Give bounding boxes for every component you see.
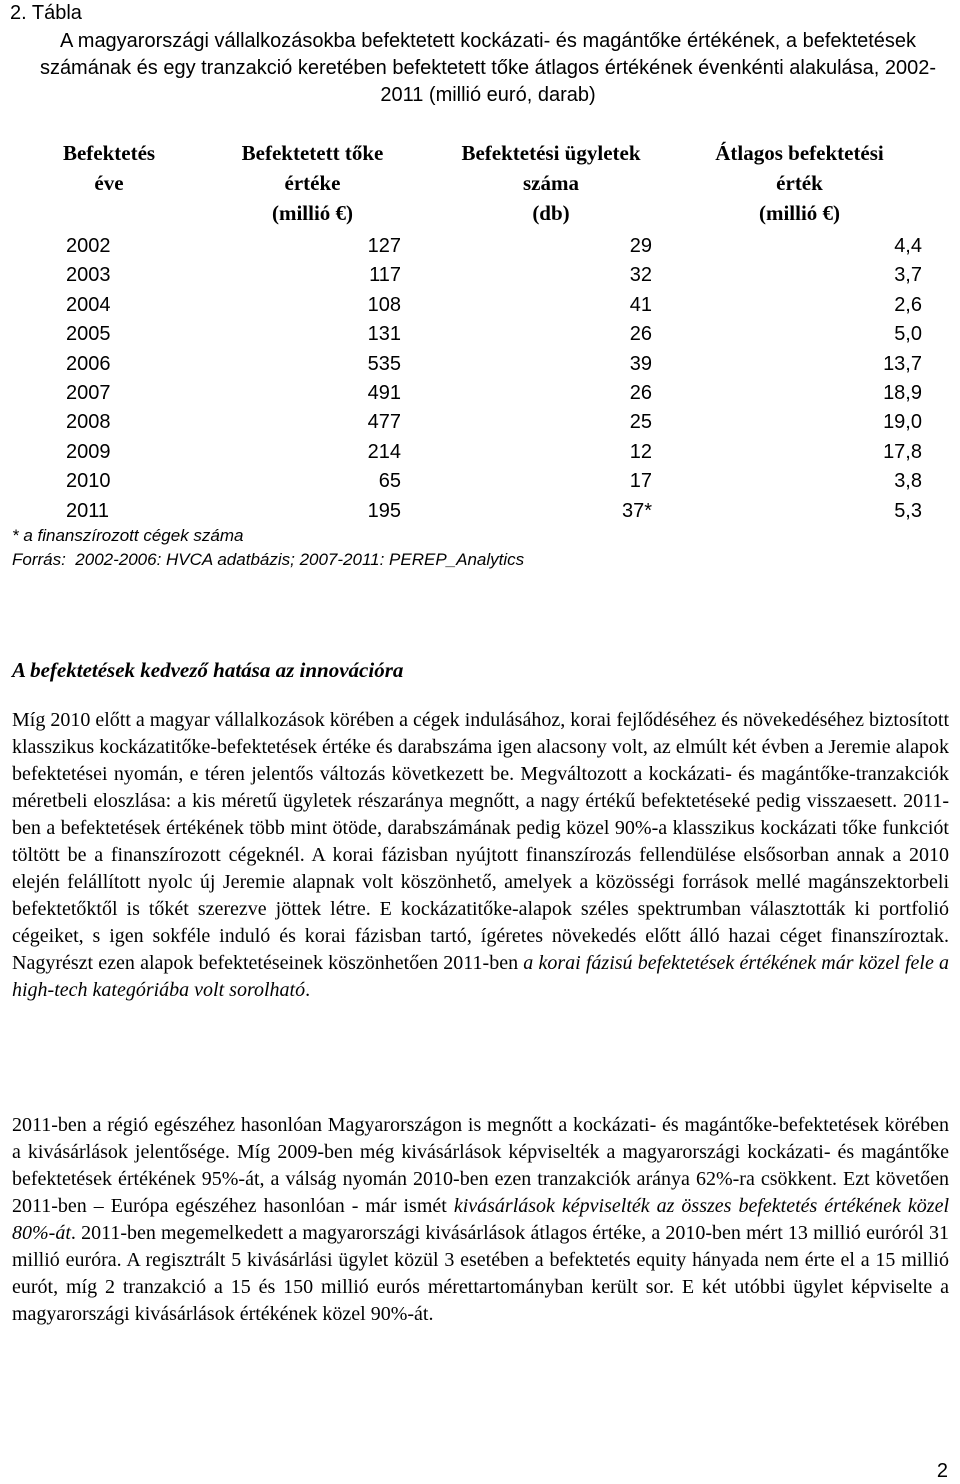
header-capital: Befektetett tőke értéke (millió €) [241, 141, 384, 225]
header-average: Átlagos befektetési érték (millió €) [715, 141, 884, 225]
table-footnote: * a finanszírozott cégek száma [12, 526, 244, 545]
header-year: Befektetés éve [62, 141, 156, 195]
investment-table [28, 138, 932, 526]
page-number: 2 [936, 1460, 948, 1482]
header-deals: Befektetési ügyletek száma (db) [461, 141, 641, 225]
table-row: 2005 131 26 5,0 [66, 323, 922, 346]
paragraph-2: 2011-ben a régió egészéhez hasonlóan Magyarországon is megnőtt a kockázati- és magántőke-befektetések körében a kivásárlások jelentősége. Míg 2009-ben még kivásárlások képviselték a magyarországi kockázati- és magántőke befektetések értékének 95%-át, a válság nyomán 2010-ben ezen tranzakciók aránya 62%-ra csökkent. Ezt követően 2011-ben – Európa egészéhez hasonlóan - már ismét kivásárlások képviselték az összes befektetés értékének közel 80%-át. 2011-ben megemelkedett a magyarországi kivásárlások átlagos értéke, a 2010-ben mért 13 millió euróról 31 millió euróra. A regisztrált 5 kivásárlási ügylet közül 3 esetében a befektetés equity hányada nem érte el a 15 millió eurót, míg 2 tranzakció a 15 és 150 millió eurós mérettartományban került sor. E két utóbbi ügylet képviselte a magyarországi kivásárlások értékének közel 90%-át. [12, 1114, 949, 1325]
table-source: Forrás: 2002-2006: HVCA adatbázis; 2007-2011: PEREP_Analytics [12, 550, 525, 569]
table-title: A magyarországi vállalkozásokba befektetett kockázati- és magántőke értékének, a befektetések számának és egy tranzakció keretében befektetett tőke átlagos értékének évenkénti alakulása, 2002-2011 (millió euró, darab) [39, 30, 937, 106]
table-header-row [28, 138, 932, 232]
paragraph-1: Míg 2010 előtt a magyar vállalkozások körében a cégek indulásához, korai fejlődéséhez és növekedéséhez biztosított klasszikus kockázatitőke-befektetések értéke és darabszáma igen alacsony volt, az elmúlt két évben a Jeremie alapok befektetései nyomán, e téren jelentős változás következett be. Megváltozott a kockázati- és magántőke-tranzakciók méretbeli eloszlása: a kis méretű ügyletek részaránya megnőtt, a nagy értékű befektetéseké pedig visszaesett. 2011-ben a befektetések értékének több mint ötöde, darabszámának pedig közel 90%-a klasszikus kockázati tőke funkciót töltött be a finanszírozott cégeknél. A korai fázisban nyújtott finanszírozás fellendülése elsősorban annak a 2010 elején felállított nyolc új Jeremie alapnak volt köszönhető, amelyek a közösségi források mellé magánszektorbeli befektetőktől is tőkét szerezve jöttek létre. E kockázatitőke-alapok széles spektrumban választották ki portfolió cégeiket, s igen sokféle induló és korai fázisban tartó, ígéretes növekedés előtt álló hazai céget finanszíroztak. Nagyrészt ezen alapok befektetéseinek köszönhetően 2011-ben a korai fázisú befektetések értékének már közel fele a high-tech kategóriába volt sorolható. [12, 709, 950, 1001]
table-label: 2. Tábla [10, 2, 82, 24]
table-row: 2007 491 26 18,9 [66, 382, 922, 405]
table-row: 2010 65 17 3,8 [66, 470, 922, 493]
table-row: 2008 477 25 19,0 [66, 411, 922, 434]
table-row: 2011 195 37* 5,3 [66, 499, 922, 522]
section-heading: A befektetések kedvező hatása az innovációra [12, 658, 404, 682]
table-row: 2006 535 39 13,7 [66, 352, 922, 375]
table-row: 2009 214 12 17,8 [66, 440, 922, 463]
table-row: 2003 117 32 3,7 [66, 264, 922, 287]
table-row: 2004 108 41 2,6 [66, 293, 922, 316]
table-row: 2002 127 29 4,4 [66, 235, 922, 257]
